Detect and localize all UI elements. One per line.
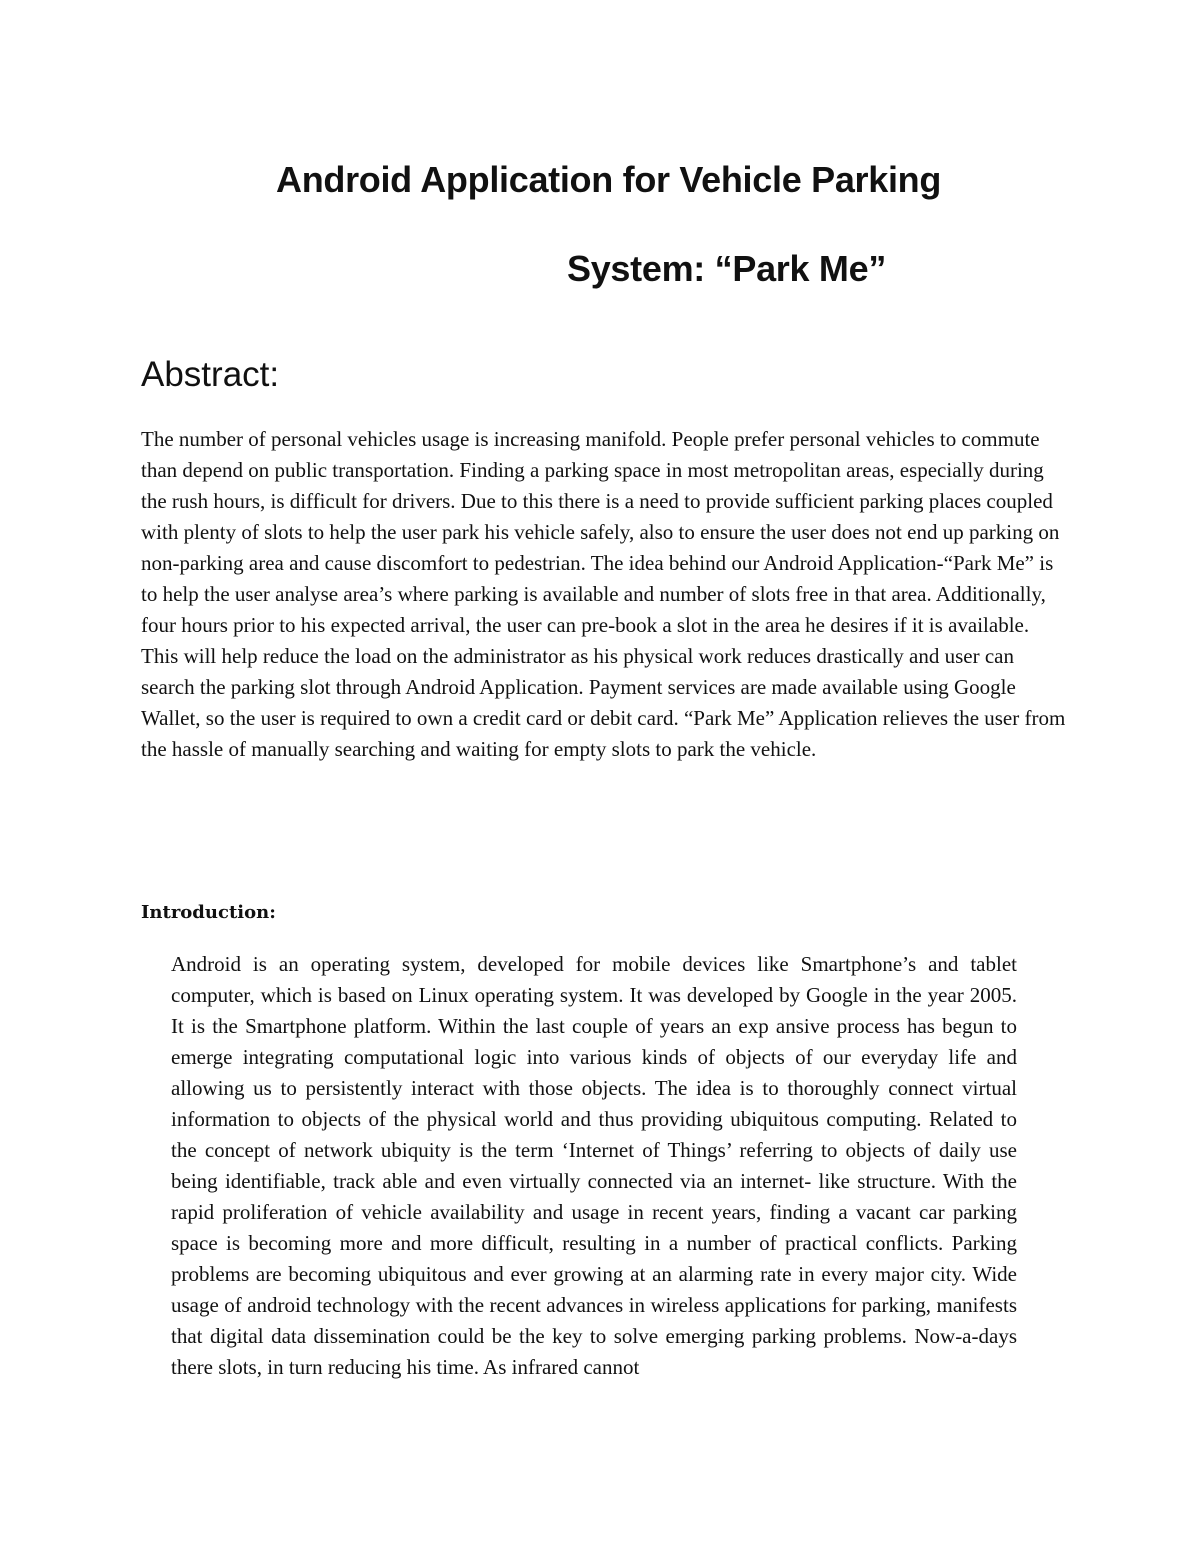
introduction-paragraph: Android is an operating system, developed for mobile devices like Smartphone’s and tablet computer, which is based on Linux operating system. It was developed by Google in the year 2005. It is the Smartphone platform. Within the last couple of years an exp ansive process has begun to emerge integrating computational logic into various kinds of objects of our everyday life and allowing us to persistently interact with those objects. The idea is to thoroughly connect virtual information to objects of the physical world and thus providing ubiquitous computing. Related to the concept of network ubiquity is the term ‘Internet of Things’ referring to objects of daily use being identifiable, track able and even virtually connected via an internet- like structure. With the rapid proliferation of vehicle availability and usage in recent years, finding a vacant car parking space is becoming more and more difficult, resulting in a number of practical conflicts. Parking problems are becoming ubiquitous and ever growing at an alarming rate in every major city. Wide usage of android technology with the recent advances in wireless applications for parking, manifests that digital data dissemination could be the key to solve emerging parking problems. Now-a-days there slots, in turn reducing his time. As infrared cannot: [171, 952, 1017, 1379]
abstract-heading: Abstract:: [141, 355, 280, 394]
document-title-line-2: System: “Park Me”: [567, 248, 887, 289]
introduction-heading: Introduction:: [141, 902, 276, 923]
abstract-paragraph: The number of personal vehicles usage is increasing manifold. People prefer personal vehicles to commute than depend on public transportation. Finding a parking space in most metropolitan areas, especially during the rush hours, is difficult for drivers. Due to this there is a need to provide sufficient parking places coupled with plenty of slots to help the user park his vehicle safely, also to ensure the user does not end up parking on non-parking area and cause discomfort to pedestrian. The idea behind our Android Application-“Park Me” is to help the user analyse area’s where parking is available and number of slots free in that area. Additionally, four hours prior to his expected arrival, the user can pre-book a slot in the area he desires if it is available. This will help reduce the load on the administrator as his physical work reduces drastically and user can search the parking slot through Android Application. Payment services are made available using Google Wallet, so the user is required to own a credit card or debit card. “Park Me” Application relieves the user from the hassle of manually searching and waiting for empty slots to park the vehicle.: [141, 427, 1066, 761]
document-title-line-1: Android Application for Vehicle Parking: [276, 159, 942, 200]
